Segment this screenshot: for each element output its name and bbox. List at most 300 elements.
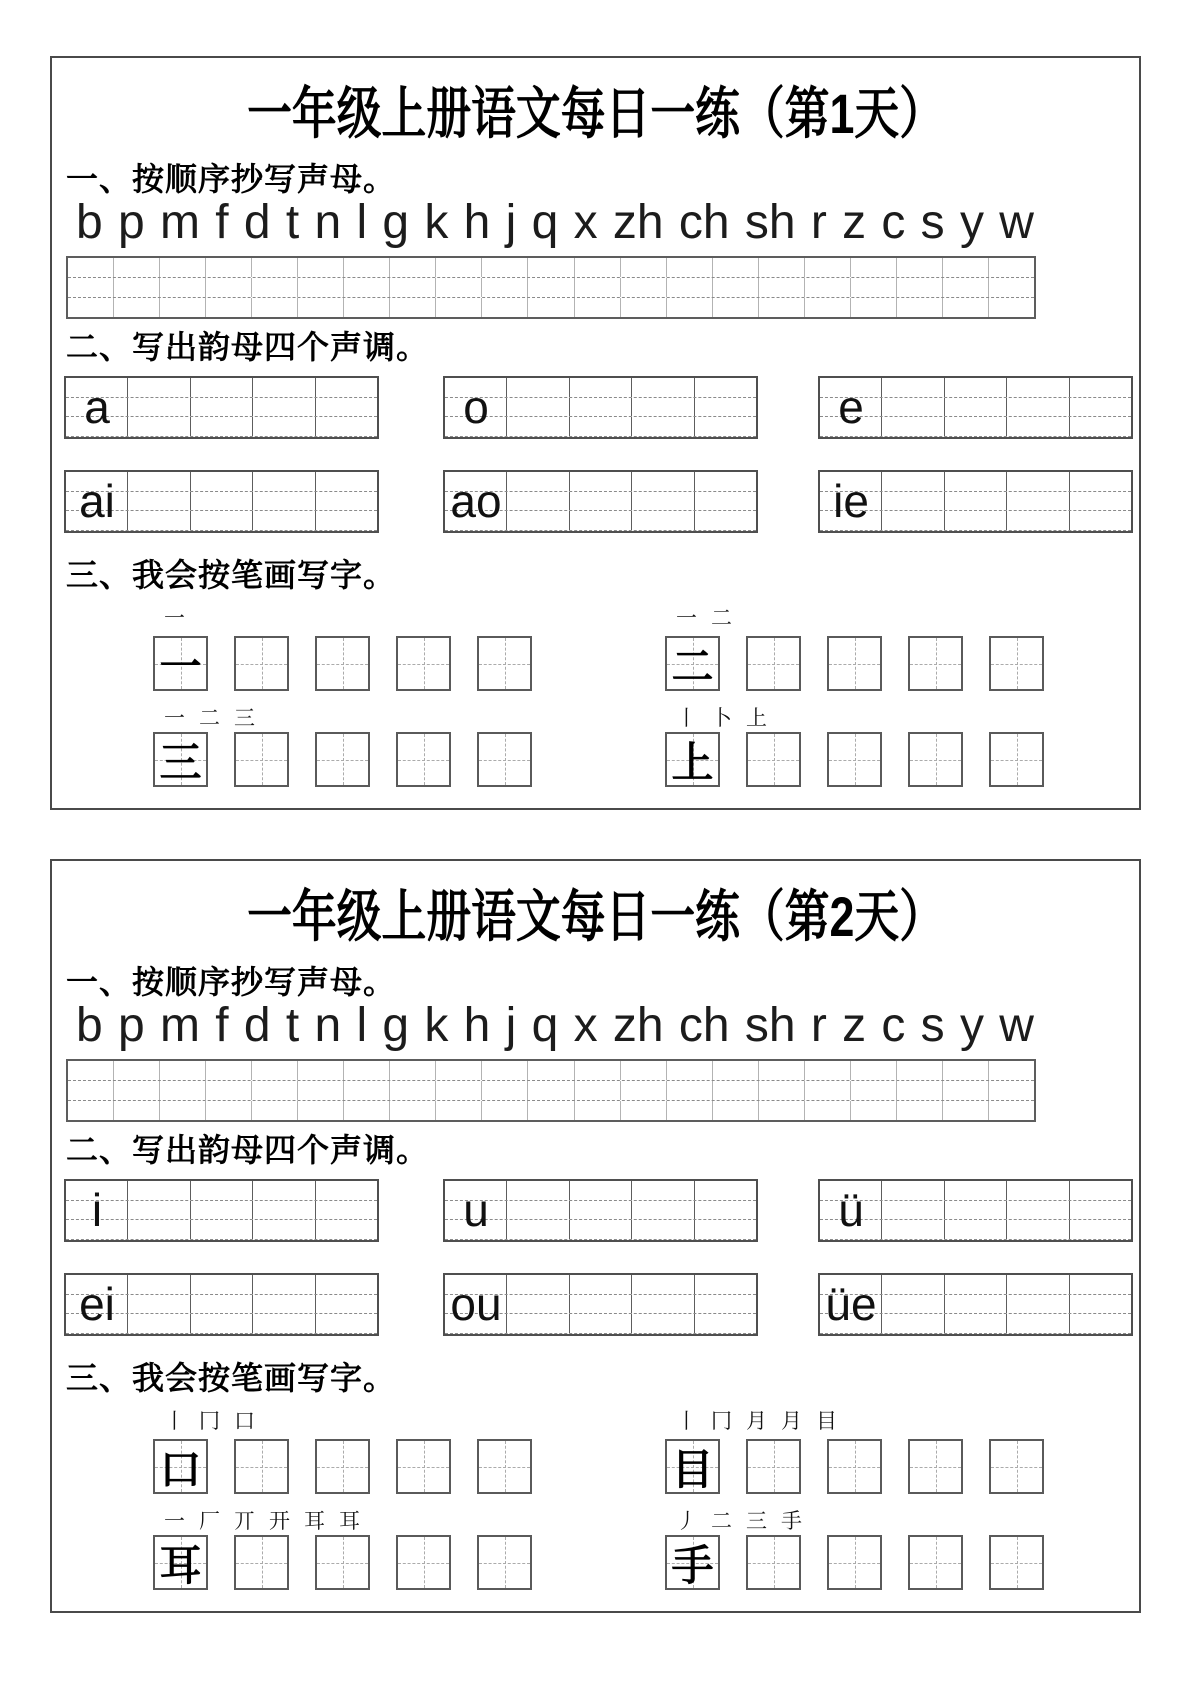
tone-grid-label: i: [91, 1183, 103, 1236]
tone-grid-cell: [128, 417, 190, 436]
tone-grid-cell: [882, 1275, 944, 1294]
section-heading-copy-initials: 一、按顺序抄写声母。: [66, 964, 397, 1000]
tone-grid-cell: [191, 472, 253, 491]
pinyin-grid-cell: [851, 1061, 897, 1080]
pinyin-grid-row: [68, 1081, 1034, 1101]
pinyin-grid-cell: [160, 1061, 206, 1080]
pinyin-grid-cell: [528, 1101, 574, 1120]
tone-grid-cell: [507, 417, 569, 436]
stroke-step: 丌: [234, 1510, 255, 1533]
tone-grid-cell: [128, 1181, 190, 1200]
pinyin-grid-cell: [160, 298, 206, 317]
tone-grid-cell: [128, 1314, 190, 1333]
pinyin-grid-cell: [436, 1101, 482, 1120]
character-box: [827, 1439, 882, 1494]
initial-letter: h: [463, 999, 491, 1053]
pinyin-grid-cell: [667, 1081, 713, 1100]
tone-grid-cell: [570, 378, 632, 397]
tone-grid: [818, 470, 1133, 533]
tone-grid-label: a: [84, 380, 110, 433]
tone-grid-cell: [191, 492, 253, 511]
worksheet-panel: [50, 56, 1141, 810]
tone-grid-cell: [191, 1275, 253, 1294]
pinyin-grid-cell: [575, 1101, 621, 1120]
stroke-step: 开: [269, 1510, 290, 1533]
tone-grid: [818, 376, 1133, 439]
tone-grid-cell: [507, 1314, 569, 1333]
character-box: [989, 1535, 1044, 1590]
pinyin-grid-row: [68, 1101, 1034, 1120]
pinyin-grid-cell: [114, 1081, 160, 1100]
worksheet-title-text: 一年级上册语文每日一练（第2天）: [247, 885, 944, 948]
tone-grid-cell: [128, 472, 190, 491]
pinyin-grid-row: [68, 1061, 1034, 1081]
tone-grid-label: ao: [450, 474, 502, 527]
tone-grid: [64, 1179, 379, 1242]
tone-grid-cell: [253, 417, 315, 436]
stroke-step: 一: [164, 1510, 185, 1533]
tone-grid-cell: [695, 492, 756, 511]
tone-grid-cell: [882, 1201, 944, 1220]
tone-grid-cell: [191, 1295, 253, 1314]
pinyin-grid-cell: [298, 258, 344, 277]
pinyin-grid-cell: [851, 1101, 897, 1120]
character-box: [477, 636, 532, 691]
tone-grid-cell: [316, 1181, 377, 1200]
character-box: [477, 1439, 532, 1494]
pinyin-grid-cell: [114, 298, 160, 317]
pinyin-grid-cell: [897, 278, 943, 297]
tone-grid-cell: [945, 398, 1007, 417]
tone-grid-label: e: [838, 380, 864, 433]
stroke-step: 二: [711, 607, 732, 630]
initial-letter: c: [881, 196, 906, 250]
tone-grid-cell: [1070, 417, 1131, 436]
pinyin-grid-cell: [344, 258, 390, 277]
pinyin-grid-cell: [943, 1081, 989, 1100]
tone-grid-cell: [882, 398, 944, 417]
tone-grid-cell: [570, 417, 632, 436]
practice-character: 耳: [159, 1541, 202, 1589]
initial-letter: w: [999, 196, 1034, 250]
tone-grid-cell: [632, 398, 694, 417]
pinyin-grid-cell: [759, 1081, 805, 1100]
stroke-step: 三: [746, 1510, 767, 1533]
pinyin-grid-cell: [252, 258, 298, 277]
pinyin-grid-cell: [390, 298, 436, 317]
tone-grid-cell: [945, 472, 1007, 491]
stroke-step: 三: [234, 707, 255, 730]
initials-row: [76, 192, 1034, 250]
section-heading-stroke-writing: 三、我会按笔画写字。: [66, 557, 397, 593]
initial-letter: d: [243, 999, 271, 1053]
tone-grid-cell: [945, 378, 1007, 397]
tone-grid-label: ou: [450, 1277, 502, 1330]
character-box: [746, 1439, 801, 1494]
initial-letter: b: [76, 999, 103, 1053]
initial-letter: r: [810, 999, 827, 1053]
character-box: [315, 732, 370, 787]
pinyin-grid-cell: [344, 278, 390, 297]
pinyin-grid-cell: [68, 298, 114, 317]
pinyin-grid-cell: [989, 298, 1034, 317]
tone-grid-cell: [882, 417, 944, 436]
pinyin-grid-cell: [621, 1101, 667, 1120]
tone-grid-cell: [1070, 1295, 1131, 1314]
pinyin-grid-cell: [851, 1081, 897, 1100]
stroke-step: 月: [746, 1410, 767, 1433]
stroke-step: 一: [676, 607, 697, 630]
tone-grid-cell: [1007, 1275, 1069, 1294]
pinyin-grid-cell: [68, 278, 114, 297]
pinyin-grid-cell: [989, 1081, 1034, 1100]
pinyin-grid-cell: [206, 298, 252, 317]
tone-grid-cell: [632, 1201, 694, 1220]
pinyin-grid-cell: [252, 298, 298, 317]
initial-letter: j: [505, 999, 517, 1053]
tone-grid-cell: [882, 1181, 944, 1200]
initial-letter: ch: [678, 999, 730, 1053]
character-box: [153, 636, 208, 691]
tone-grid-label: o: [463, 380, 489, 433]
pinyin-grid-cell: [206, 1081, 252, 1100]
tone-grid-label: ü: [838, 1183, 864, 1236]
practice-character: 上: [671, 738, 714, 786]
tone-grid-cell: [570, 1220, 632, 1239]
pinyin-grid-cell: [114, 1101, 160, 1120]
pinyin-grid-cell: [114, 258, 160, 277]
initial-letter: y: [959, 196, 984, 250]
stroke-step: 一: [164, 707, 185, 730]
initial-letter: y: [959, 999, 984, 1053]
pinyin-copy-grid: [66, 1059, 1036, 1122]
pinyin-grid-cell: [160, 1101, 206, 1120]
initial-letter: p: [117, 196, 145, 250]
tone-grid-cell: [507, 492, 569, 511]
pinyin-grid-cell: [68, 1061, 114, 1080]
character-box: [153, 1439, 208, 1494]
tone-grid: [443, 1179, 758, 1242]
initial-letter: z: [842, 999, 867, 1053]
pinyin-grid-cell: [344, 298, 390, 317]
initial-letter: w: [999, 999, 1034, 1053]
pinyin-grid-cell: [528, 298, 574, 317]
pinyin-grid-cell: [805, 1081, 851, 1100]
pinyin-grid-cell: [851, 278, 897, 297]
pinyin-grid-cell: [575, 298, 621, 317]
tone-grid-cell: [1007, 378, 1069, 397]
tone-grid-cell: [1070, 511, 1131, 530]
tone-grid-cell: [882, 1314, 944, 1333]
tone-grid-cell: [253, 1181, 315, 1200]
pinyin-grid-cell: [713, 278, 759, 297]
character-box: [908, 1439, 963, 1494]
initial-letter: c: [881, 999, 906, 1053]
pinyin-grid-cell: [805, 258, 851, 277]
section-heading-stroke-writing: 三、我会按笔画写字。: [66, 1360, 397, 1396]
character-box: [908, 636, 963, 691]
stroke-step: 丨: [676, 1410, 697, 1433]
character-box: [477, 732, 532, 787]
tone-grid-cell: [945, 511, 1007, 530]
pinyin-grid-cell: [344, 1101, 390, 1120]
tone-grid-cell: [128, 492, 190, 511]
tone-grid: [443, 470, 758, 533]
stroke-step: 冂: [199, 1410, 220, 1433]
character-box: [477, 1535, 532, 1590]
tone-grid-cell: [695, 1181, 756, 1200]
initial-letter: l: [356, 999, 368, 1053]
tone-grid-cell: [882, 492, 944, 511]
character-box: [665, 1535, 720, 1590]
character-box: [234, 636, 289, 691]
tone-grid-cell: [570, 1181, 632, 1200]
tone-grid-cell: [945, 492, 1007, 511]
stroke-order: [164, 602, 199, 632]
tone-grid-cell: [1007, 1201, 1069, 1220]
tone-grid-cell: [1070, 1181, 1131, 1200]
tone-grid-cell: [253, 1275, 315, 1294]
tone-grid-cell: [253, 1201, 315, 1220]
tone-grid-cell: [316, 378, 377, 397]
pinyin-grid-cell: [805, 278, 851, 297]
pinyin-grid-cell: [390, 1101, 436, 1120]
tone-grid-cell: [316, 492, 377, 511]
stroke-step: 丨: [164, 1410, 185, 1433]
tone-grid-cell: [507, 511, 569, 530]
pinyin-grid-cell: [943, 298, 989, 317]
character-box: [665, 1439, 720, 1494]
pinyin-grid-cell: [436, 278, 482, 297]
initial-letter: g: [382, 196, 410, 250]
character-box: [908, 1535, 963, 1590]
pinyin-grid-cell: [482, 1101, 528, 1120]
initial-letter: q: [531, 999, 559, 1053]
stroke-step: 月: [781, 1410, 802, 1433]
tone-grid-cell: [191, 1201, 253, 1220]
initials-row: [76, 995, 1034, 1053]
worksheet-title-text: 一年级上册语文每日一练（第1天）: [247, 82, 944, 145]
pinyin-grid-cell: [897, 1061, 943, 1080]
pinyin-grid-cell: [206, 278, 252, 297]
initial-letter: z: [842, 196, 867, 250]
tone-grid-cell: [253, 1220, 315, 1239]
initial-letter: q: [531, 196, 559, 250]
tone-grid-cell: [316, 472, 377, 491]
tone-grid-cell: [128, 1220, 190, 1239]
pinyin-grid-cell: [713, 1101, 759, 1120]
tone-grid-cell: [253, 398, 315, 417]
initial-letter: s: [920, 196, 945, 250]
tone-grid-cell: [1007, 1181, 1069, 1200]
tone-grid-cell: [507, 398, 569, 417]
character-box: [153, 1535, 208, 1590]
pinyin-grid-cell: [667, 278, 713, 297]
tone-grid-cell: [316, 417, 377, 436]
pinyin-grid-cell: [989, 258, 1034, 277]
tone-grid-cell: [695, 472, 756, 491]
tone-grid-cell: [1007, 417, 1069, 436]
tone-grid-cell: [316, 1201, 377, 1220]
pinyin-grid-row: [68, 258, 1034, 278]
tone-grid-cell: [507, 1275, 569, 1294]
pinyin-grid-cell: [68, 1101, 114, 1120]
pinyin-grid-cell: [482, 278, 528, 297]
tone-grid-cell: [570, 1275, 632, 1294]
tone-grid-cell: [695, 1220, 756, 1239]
tone-grid-cell: [128, 378, 190, 397]
pinyin-grid-cell: [805, 1101, 851, 1120]
tone-grid-cell: [128, 1275, 190, 1294]
tone-grid-cell: [507, 472, 569, 491]
pinyin-grid-cell: [667, 1101, 713, 1120]
pinyin-grid-cell: [160, 1081, 206, 1100]
tone-grid-cell: [695, 1295, 756, 1314]
stroke-order: [676, 1505, 816, 1535]
tone-grid: [818, 1179, 1133, 1242]
pinyin-grid-cell: [575, 258, 621, 277]
tone-grid-cell: [191, 398, 253, 417]
character-box: [315, 636, 370, 691]
pinyin-grid-cell: [344, 1081, 390, 1100]
tone-grid-cell: [316, 1220, 377, 1239]
pinyin-grid-cell: [989, 1061, 1034, 1080]
character-box: [234, 732, 289, 787]
tone-grid-cell: [316, 1295, 377, 1314]
stroke-step: 二: [711, 1510, 732, 1533]
pinyin-grid-cell: [667, 1061, 713, 1080]
character-box: [989, 1439, 1044, 1494]
tone-grid-cell: [253, 472, 315, 491]
character-box: [396, 636, 451, 691]
tone-grid: [64, 470, 379, 533]
character-box: [315, 1535, 370, 1590]
tone-grid-cell: [632, 417, 694, 436]
tone-grid-cell: [632, 378, 694, 397]
pinyin-copy-grid: [66, 256, 1036, 319]
initial-letter: zh: [612, 999, 664, 1053]
character-box: [908, 732, 963, 787]
initial-letter: l: [356, 196, 368, 250]
tone-grid-cell: [632, 511, 694, 530]
stroke-step: 丿: [676, 1510, 697, 1533]
tone-grid-cell: [570, 1295, 632, 1314]
pinyin-grid-cell: [252, 1101, 298, 1120]
tone-grid-cell: [1070, 472, 1131, 491]
initial-letter: zh: [612, 196, 664, 250]
tone-grid-cell: [316, 1314, 377, 1333]
tone-grid-cell: [945, 1201, 1007, 1220]
tone-grid-cell: [507, 378, 569, 397]
stroke-step: 一: [164, 607, 185, 630]
worksheet-title: [52, 70, 1139, 150]
tone-grid-cell: [882, 1220, 944, 1239]
pinyin-grid-cell: [897, 1101, 943, 1120]
tone-grid-cell: [253, 492, 315, 511]
practice-character: 二: [671, 642, 714, 690]
tone-grid-cell: [1070, 378, 1131, 397]
stroke-order: [164, 702, 269, 732]
pinyin-grid-cell: [206, 1061, 252, 1080]
pinyin-grid-cell: [528, 258, 574, 277]
pinyin-grid-cell: [621, 298, 667, 317]
tone-grid-cell: [945, 1181, 1007, 1200]
tone-grid-cell: [1070, 1275, 1131, 1294]
tone-grid-cell: [1070, 1201, 1131, 1220]
pinyin-grid-cell: [298, 1101, 344, 1120]
stroke-order: [676, 1405, 851, 1435]
initial-letter: ch: [678, 196, 730, 250]
pinyin-grid-cell: [390, 1061, 436, 1080]
initial-letter: m: [159, 196, 200, 250]
stroke-step: 上: [746, 707, 767, 730]
tone-grid-cell: [632, 492, 694, 511]
pinyin-grid-cell: [206, 1101, 252, 1120]
tone-grid-cell: [570, 1314, 632, 1333]
tone-grid-label: u: [463, 1183, 489, 1236]
character-box: [989, 732, 1044, 787]
tone-grid-cell: [945, 417, 1007, 436]
practice-character: 口: [159, 1445, 202, 1493]
tone-grid-cell: [316, 398, 377, 417]
tone-grid-cell: [632, 1275, 694, 1294]
pinyin-grid-cell: [989, 1101, 1034, 1120]
character-box: [827, 732, 882, 787]
tone-grid-cell: [1070, 1314, 1131, 1333]
pinyin-grid-cell: [943, 1061, 989, 1080]
pinyin-grid-cell: [713, 1061, 759, 1080]
tone-grid-cell: [1007, 1220, 1069, 1239]
pinyin-grid-cell: [114, 1061, 160, 1080]
tone-grid-cell: [695, 378, 756, 397]
tone-grid-cell: [882, 511, 944, 530]
character-box: [746, 732, 801, 787]
worksheet-panel: [50, 859, 1141, 1613]
character-box: [746, 636, 801, 691]
character-box: [153, 732, 208, 787]
pinyin-grid-cell: [759, 1101, 805, 1120]
tone-grid: [818, 1273, 1133, 1336]
pinyin-grid-cell: [436, 1081, 482, 1100]
pinyin-grid-cell: [851, 258, 897, 277]
initial-letter: s: [920, 999, 945, 1053]
tone-grid-cell: [570, 492, 632, 511]
pinyin-grid-cell: [68, 1081, 114, 1100]
pinyin-grid-cell: [482, 258, 528, 277]
tone-grid-cell: [632, 1314, 694, 1333]
stroke-order: [676, 702, 781, 732]
tone-grid-cell: [1070, 492, 1131, 511]
pinyin-grid-cell: [252, 278, 298, 297]
stroke-order: [164, 1405, 269, 1435]
initial-letter: g: [382, 999, 410, 1053]
pinyin-grid-cell: [344, 1061, 390, 1080]
pinyin-grid-cell: [621, 258, 667, 277]
tone-grid-cell: [1007, 511, 1069, 530]
pinyin-grid-cell: [897, 298, 943, 317]
character-box: [746, 1535, 801, 1590]
practice-character: 手: [671, 1541, 714, 1589]
tone-grid-cell: [632, 1295, 694, 1314]
pinyin-grid-cell: [989, 278, 1034, 297]
initial-letter: m: [159, 999, 200, 1053]
stroke-step: 目: [816, 1410, 837, 1433]
tone-grid-cell: [128, 511, 190, 530]
pinyin-grid-cell: [713, 1081, 759, 1100]
stroke-order: [164, 1505, 374, 1535]
tone-grid-cell: [882, 472, 944, 491]
tone-grid-label: üe: [825, 1277, 877, 1330]
